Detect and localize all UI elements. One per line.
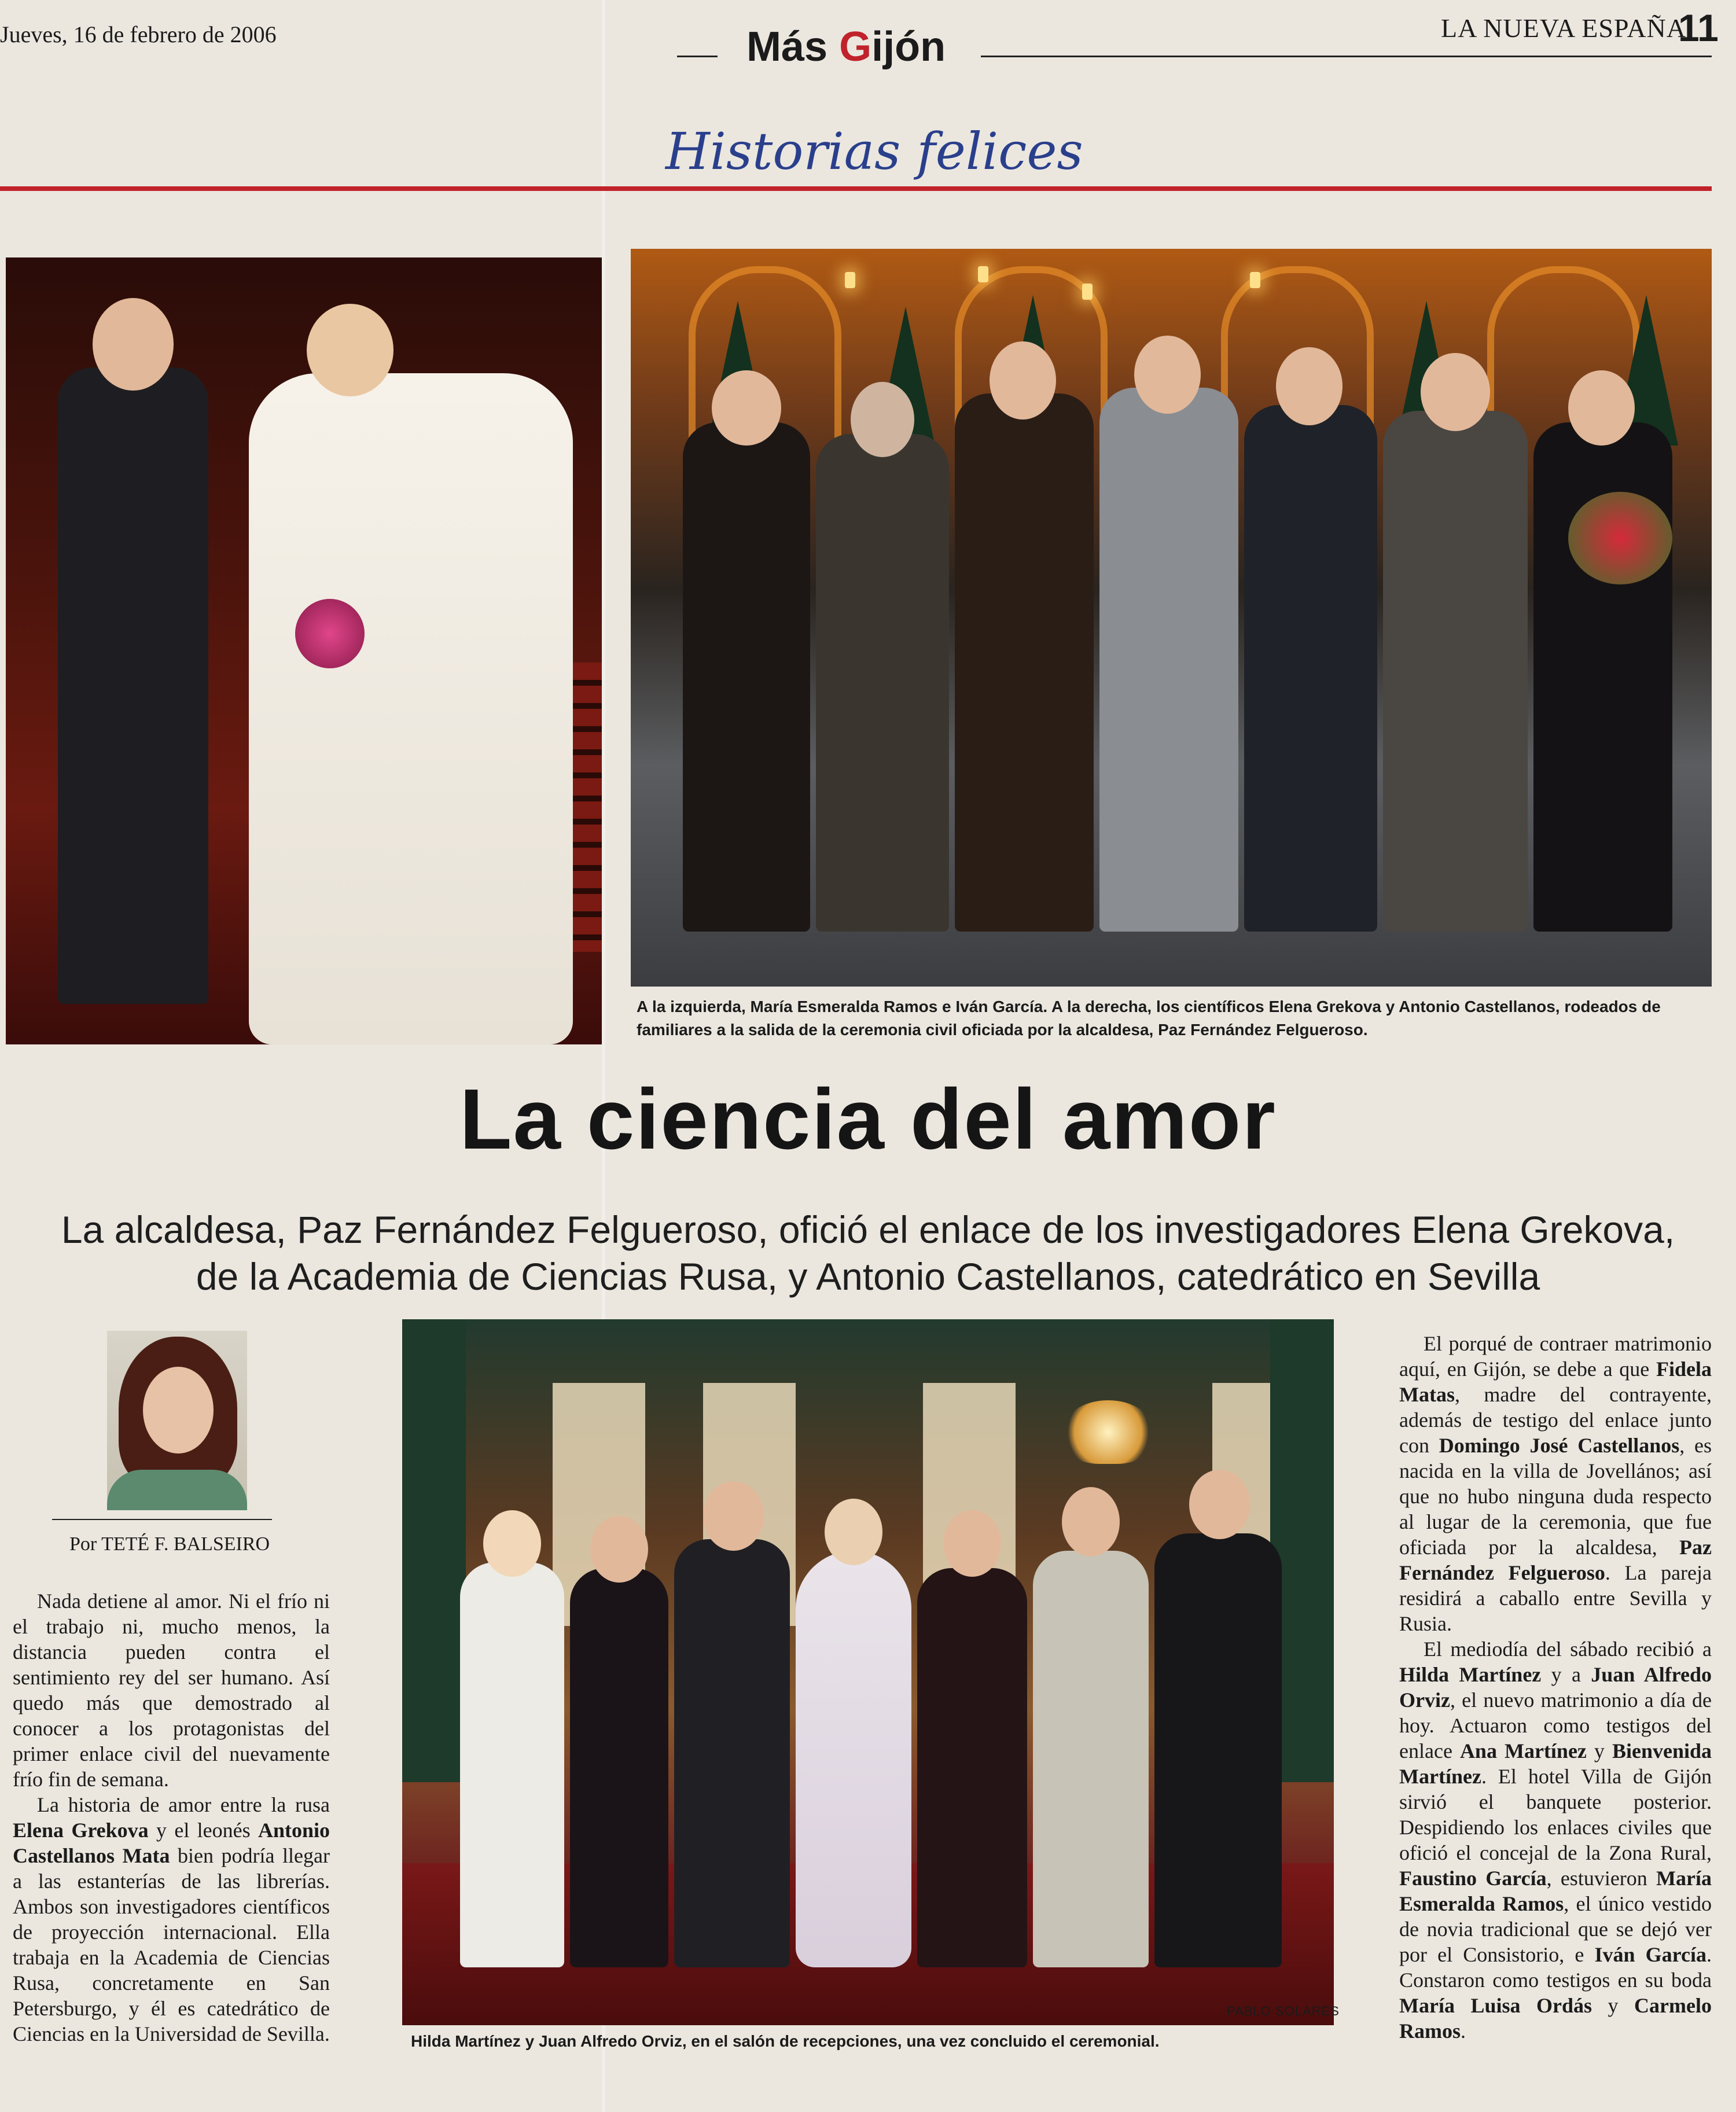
newspaper-name: LA NUEVA ESPAÑA (1441, 13, 1686, 43)
rose-bouquet (1568, 492, 1672, 584)
page-number: 11 (1678, 6, 1719, 49)
author-byline: Por TETÉ F. BALSEIRO (69, 1533, 270, 1555)
article-column-left (13, 1588, 330, 2047)
groom-figure (674, 1539, 790, 1967)
guest-figure (1154, 1533, 1282, 1967)
bride-bouquet (295, 599, 365, 668)
guest-figure (683, 422, 810, 932)
groom-figure (58, 367, 208, 1004)
article-paragraph (1399, 1331, 1712, 1636)
article-subhead (0, 1206, 1736, 1300)
article-paragraph (1399, 1636, 1712, 2044)
groom-head (990, 341, 1056, 420)
guest-figure (1244, 405, 1377, 932)
section-title-rest: ijón (871, 24, 946, 70)
text-run: . La pareja residirá a caballo entre Sevilla y Rusia. (1399, 1561, 1712, 1635)
text-run: La historia de amor entre la rusa (37, 1793, 330, 1816)
author-shirt (107, 1470, 247, 1510)
groom-figure (955, 393, 1094, 932)
byline-rule (52, 1519, 272, 1520)
top-photo-caption: A la izquierda, María Esmeralda Ramos e Iván García. A la derecha, los científicos Elena Grekova y Antonio Castellanos, rodeados de familiares a la salida de la ceremonia civil oficiada por la alcaldesa, Paz Fernández Felgueroso. (637, 998, 1661, 1039)
section-kicker: Historias felices (665, 122, 1083, 181)
text-run: . Constaron como testigos en su boda (1399, 1943, 1712, 1992)
text-run: y (1586, 1739, 1612, 1763)
groom-head (93, 298, 174, 391)
photo-credit: PABLO SOLARES (1227, 2004, 1340, 2018)
person-name: Juan Alfredo Orviz (1399, 1663, 1712, 1712)
guest-figure (460, 1562, 564, 1967)
person-name: Faustino García (1399, 1867, 1547, 1890)
street-lamp (1250, 272, 1260, 288)
bride-head (307, 304, 393, 396)
section-title (746, 23, 946, 71)
article-column-right (1399, 1331, 1712, 2044)
article-paragraph (13, 1792, 330, 2047)
person-name: Fidela Matas (1399, 1357, 1712, 1406)
guest-figure (917, 1568, 1027, 1967)
guest-head (1568, 370, 1635, 446)
person-name: Ana Martínez (1459, 1739, 1587, 1763)
bride-gown (249, 373, 573, 1044)
person-name: Elena Grekova (13, 1819, 149, 1842)
guest-head (1189, 1470, 1250, 1539)
header-rule-right (981, 56, 1712, 57)
guest-head (851, 382, 914, 457)
guest-head (943, 1510, 1001, 1577)
author-photo (107, 1331, 247, 1510)
person-name: Carmelo Ramos (1399, 1994, 1712, 2043)
text-run: y a (1541, 1663, 1591, 1686)
person-name: Domingo José Castellanos (1439, 1434, 1680, 1457)
bride-figure (1099, 388, 1238, 932)
guest-head (590, 1516, 648, 1583)
text-run: , el único vestido de novia tradicional que se dejó ver por el Consistorio, e (1399, 1892, 1712, 1966)
photo-reception-hall (402, 1319, 1334, 2025)
bride-figure (796, 1551, 911, 1967)
author-face (143, 1367, 214, 1454)
guest-head (712, 370, 781, 446)
issue-date: Jueves, 16 de febrero de 2006 (0, 21, 277, 47)
guest-figure (1383, 411, 1528, 932)
guest-head (1421, 353, 1490, 431)
person-name: Bienvenida Martínez (1399, 1739, 1712, 1788)
photo-couple-staircase (6, 257, 602, 1044)
person-name: Paz Fernández Felgueroso (1399, 1536, 1712, 1584)
person-name: Iván García (1594, 1943, 1706, 1966)
street-lamp (1082, 284, 1093, 300)
text-run: bien podría llegar a las estanterías de las librerías. Ambos son investigadores científicos de proyección internacional. Ella trabaja en la Academia de Ciencias Rusa, concretamente en San Petersburgo, y él es catedrático de Ciencias en la Universidad de Sevilla. (13, 1844, 330, 2045)
street-lamp (845, 272, 855, 288)
guest-figure (570, 1568, 668, 1967)
article-headline: La ciencia del amor (459, 1072, 1277, 1167)
article-paragraph: Nada detiene al amor. Ni el frío ni el trabajo ni, mucho menos, la distancia pueden contra el sentimiento rey del ser humano. Así quedo más que demostrado al conocer a los protagonistas del primer enlace civil del nuevamente frío fin de semana. (13, 1589, 330, 1791)
bride-head (1134, 336, 1201, 414)
guest-figure (1033, 1551, 1149, 1967)
subhead-line: de la Academia de Ciencias Rusa, y Antonio Castellanos, catedrático en Sevilla (196, 1254, 1540, 1298)
subhead-line: La alcaldesa, Paz Fernández Felgueroso, ofició el enlace de los investigadores Elena Grekova, (61, 1208, 1675, 1251)
section-title-prefix: Más (746, 24, 840, 70)
guest-head (1276, 347, 1343, 425)
bride-head (825, 1499, 882, 1565)
guest-figure (816, 434, 949, 932)
text-run: El porqué de contraer matrimonio aquí, en Gijón, se debe a que (1399, 1332, 1712, 1381)
text-run: , estuvieron (1546, 1867, 1657, 1890)
text-run: , es nacida en la villa de Jovellános; así que no hubo ninguna duda respecto al lugar de la ceremonia, que fue oficiada por la alcaldesa, (1399, 1434, 1712, 1559)
header-rule-left (677, 56, 718, 57)
kicker-rule (0, 186, 1712, 191)
groom-head (703, 1481, 764, 1551)
text-run: y el leonés (148, 1819, 258, 1842)
person-name: María Luisa Ordás (1399, 1994, 1592, 2017)
section-title-accent: G (839, 24, 872, 70)
street-lamp (978, 266, 988, 282)
text-run: . (1461, 2019, 1466, 2043)
person-name: Antonio Castellanos Mata (13, 1819, 330, 1867)
text-run: . El hotel Villa de Gijón sirvió el banquete posterior. Despidiendo los enlaces civiles que ofició el concejal de la Zona Rural, (1399, 1765, 1712, 1864)
curtain (402, 1319, 466, 1782)
text-run: El mediodía del sábado recibió a (1424, 1638, 1712, 1661)
text-run: , el nuevo matrimonio a día de hoy. Actuaron como testigos del enlace (1399, 1688, 1712, 1763)
person-name: María Esmeralda Ramos (1399, 1867, 1712, 1915)
text-run: y (1592, 1994, 1635, 2017)
guest-head (483, 1510, 541, 1577)
chandelier (1062, 1400, 1154, 1464)
person-name: Hilda Martínez (1399, 1663, 1542, 1686)
bottom-photo-caption: Hilda Martínez y Juan Alfredo Orviz, en el salón de recepciones, una vez concluido el ceremonial. (411, 2032, 1160, 2050)
photo-group-outdoor (631, 249, 1712, 987)
text-run: , madre del contrayente, además de testigo del enlace junto con (1399, 1383, 1712, 1457)
guest-head (1062, 1487, 1120, 1557)
